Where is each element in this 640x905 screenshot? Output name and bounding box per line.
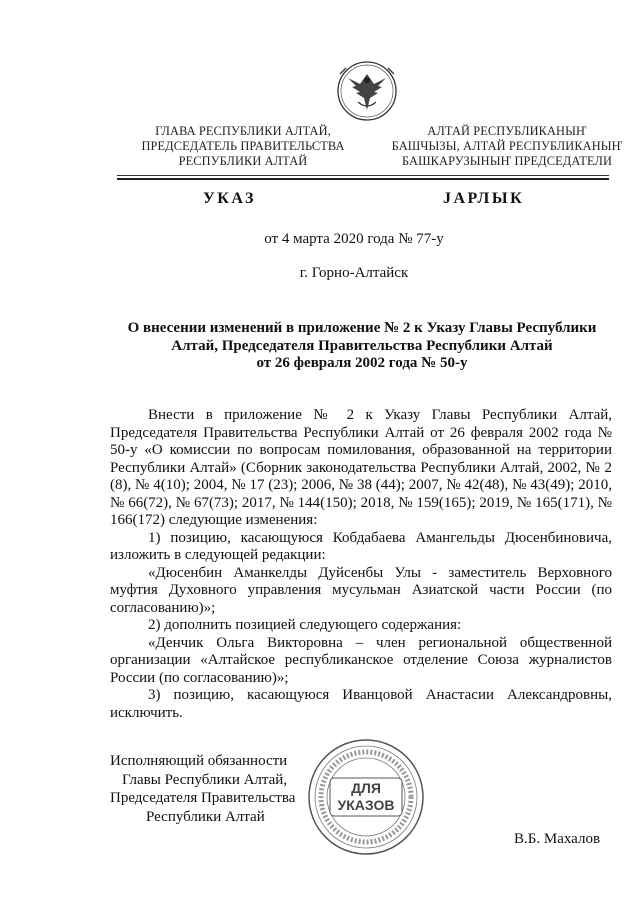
title-line: Алтай, Председателя Правительства Республики Алтай	[171, 337, 553, 354]
header-left-line: ПРЕДСЕДАТЕЛЬ ПРАВИТЕЛЬСТВА	[141, 139, 345, 153]
coat-of-arms-emblem	[334, 60, 400, 122]
header-right-line: БАШКАРУЗЫНЫҤ ПРЕДСЕДАТЕЛИ	[401, 154, 613, 168]
header-divider-thick	[117, 178, 609, 180]
signatory-name: В.Б. Махалов	[514, 831, 601, 847]
stamp-line: УКАЗОВ	[337, 797, 395, 813]
body-paragraph: 3) позицию, касающуюся Иванцовой Анастасии Александровны, исключить.	[110, 687, 612, 721]
signatory-line: Исполняющий обязанности	[110, 753, 288, 769]
body-paragraph: 1) позицию, касающуюся Кобдабаева Амангельды Дюсенбиновича, изложить в следующей редакции:	[110, 529, 612, 563]
signatory-position	[110, 752, 295, 826]
header-left-line: РЕСПУБЛИКИ АЛТАЙ	[178, 154, 308, 168]
document-body	[110, 407, 612, 722]
body-paragraph: Внести в приложение № 2 к Указу Главы Республики Алтай, Председателя Правительства Республики Алтай от 26 февраля 2002 года № 50-у «О комиссии по вопросам помилования, образованной на территории Республики Алтай» (Сборник законодательства Республики Алтай, 2002, № 2 (8), № 4(10); 2004, № 17 (23); 2006, № 38 (44); 2007, № 42(48), № 43(49); 2010, № 66(72), № 67(73); 2017, № 144(150); 2018, № 159(165); 2019, № 165(171), № 166(172) следующие изменения:	[110, 407, 612, 528]
stamp-line: ДЛЯ	[351, 780, 381, 796]
doc-type-russian: УКАЗ	[203, 190, 256, 207]
title-line: от 26 февраля 2002 года № 50-у	[256, 355, 468, 371]
header-right-line: АЛТАЙ РЕСПУБЛИКАНЫҤ	[427, 124, 587, 138]
signatory-line: Председателя Правительства	[110, 790, 296, 806]
signatory-line: Республики Алтай	[146, 808, 265, 825]
doc-type-altai: JАРЛЫК	[443, 190, 525, 207]
body-paragraph: 2) дополнить позицией следующего содержания:	[148, 617, 462, 633]
stamp-text	[306, 780, 426, 814]
document-city: г. Горно-Алтайск	[299, 265, 409, 281]
signatory-line: Главы Республики Алтай,	[122, 771, 288, 788]
document-title	[112, 320, 612, 373]
document-date-number: от 4 марта 2020 года № 77-у	[264, 231, 444, 247]
header-left-russian	[118, 124, 368, 169]
header-left-line: ГЛАВА РЕСПУБЛИКИ АЛТАЙ,	[155, 124, 331, 138]
body-paragraph: «Денчик Ольга Викторовна – член региональной общественной организации «Алтайское республиканское отделение Союза журналистов России (по согласованию)»;	[110, 634, 612, 686]
header-right-altai	[382, 124, 632, 169]
body-paragraph: «Дюсенбин Аманкелды Дуйсенбы Улы - заместитель Верховного муфтия Духовного управления мусульман Азиатской части России (по согласованию)»;	[110, 564, 612, 616]
header-right-line: БАШЧЫЗЫ, АЛТАЙ РЕСПУБЛИКАНЫҤ	[391, 139, 623, 153]
header-divider-thin	[117, 175, 609, 176]
title-line: О внесении изменений в приложение № 2 к Указу Главы Республики	[127, 320, 597, 336]
